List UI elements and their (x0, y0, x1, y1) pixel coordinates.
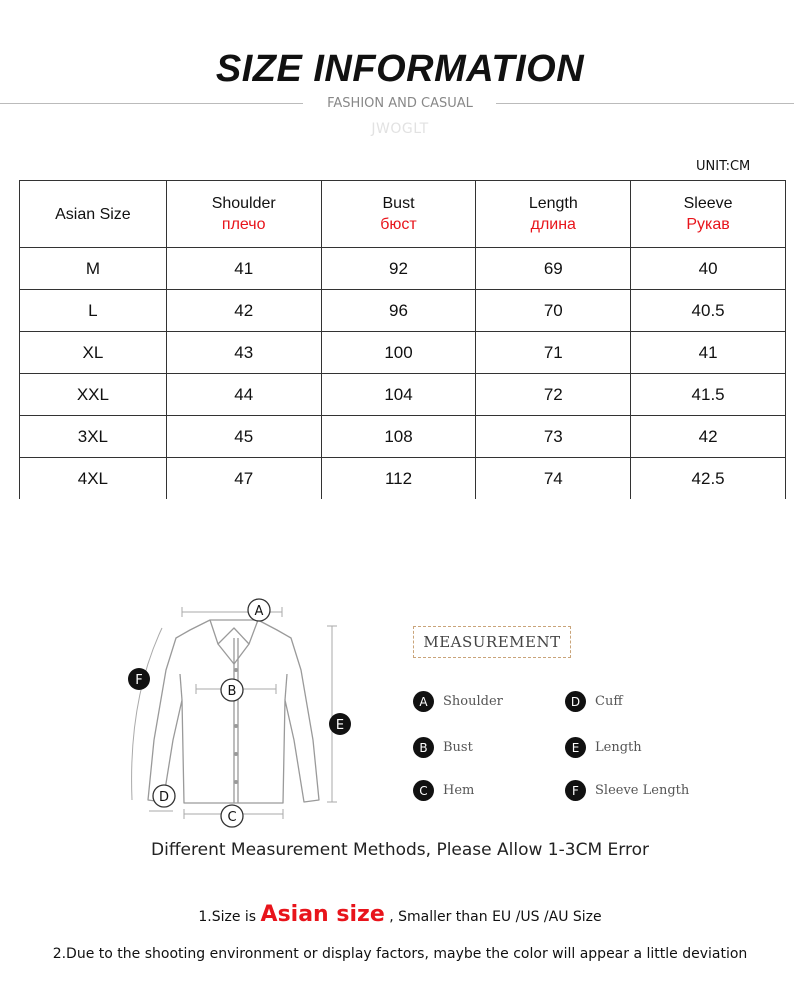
table-row (20, 332, 786, 374)
cell-size: 3XL (20, 416, 167, 458)
cell-shoulder: 44 (166, 374, 321, 416)
header-asian-size: Asian Size (20, 181, 167, 248)
cell-size: L (20, 290, 167, 332)
cell-sleeve: 42.5 (631, 458, 786, 500)
legend-item-sleeve-length (565, 780, 689, 801)
cell-sleeve: 40.5 (631, 290, 786, 332)
table-header-row (20, 181, 786, 248)
cell-length: 71 (476, 332, 631, 374)
cell-size: XL (20, 332, 167, 374)
cell-shoulder: 47 (166, 458, 321, 500)
legend-label: Cuff (595, 694, 623, 709)
table-row (20, 374, 786, 416)
color-deviation-note: 2.Due to the shooting environment or display factors, maybe the color will appear a little deviation (52, 946, 748, 962)
page-title: SIZE INFORMATION (215, 48, 585, 90)
badge-b: B (413, 737, 434, 758)
cell-bust: 104 (321, 374, 476, 416)
cell-bust: 100 (321, 332, 476, 374)
diagram-label-f: F (135, 673, 143, 688)
asian-size-highlight: Asian size (260, 902, 385, 927)
cell-size: XXL (20, 374, 167, 416)
cell-sleeve: 41.5 (631, 374, 786, 416)
cell-size: M (20, 248, 167, 290)
cell-shoulder: 45 (166, 416, 321, 458)
table-row (20, 248, 786, 290)
table-row (20, 458, 786, 500)
brand-watermark: JWOGLT (371, 121, 429, 137)
cell-length: 69 (476, 248, 631, 290)
legend-label: Length (595, 740, 642, 755)
cell-sleeve: 41 (631, 332, 786, 374)
unit-label: UNIT:CM (696, 159, 751, 174)
cell-length: 70 (476, 290, 631, 332)
subtitle: FASHION AND CASUAL (327, 96, 473, 111)
header-length: Length длина (476, 181, 631, 248)
cell-bust: 108 (321, 416, 476, 458)
legend-label: Bust (443, 740, 473, 755)
legend-item-cuff (565, 691, 623, 712)
badge-a: A (413, 691, 434, 712)
cell-bust: 92 (321, 248, 476, 290)
legend-item-shoulder (413, 691, 503, 712)
size-table (19, 180, 786, 499)
cell-size: 4XL (20, 458, 167, 500)
legend-label: Sleeve Length (595, 783, 690, 798)
table-row (20, 416, 786, 458)
legend-label: Hem (443, 783, 475, 798)
legend-item-bust (413, 737, 473, 758)
diagram-label-c: C (227, 810, 237, 825)
badge-c: C (413, 780, 434, 801)
diagram-label-d: D (158, 790, 170, 805)
cell-sleeve: 42 (631, 416, 786, 458)
cell-length: 73 (476, 416, 631, 458)
cell-shoulder: 41 (166, 248, 321, 290)
cell-length: 72 (476, 374, 631, 416)
diagram-label-e: E (335, 718, 345, 733)
badge-d: D (565, 691, 586, 712)
measurement-title: MEASUREMENT (413, 626, 571, 658)
legend-label: Shoulder (443, 694, 503, 709)
shirt-diagram (118, 590, 368, 830)
note1-suffix: , Smaller than EU /US /AU Size (384, 909, 602, 925)
diagram-label-a: A (254, 604, 264, 619)
cell-sleeve: 40 (631, 248, 786, 290)
header-shoulder: Shoulder плечо (166, 181, 321, 248)
header-sleeve: Sleeve Рукав (631, 181, 786, 248)
cell-shoulder: 43 (166, 332, 321, 374)
badge-e: E (565, 737, 586, 758)
asian-size-note (0, 902, 800, 927)
cell-bust: 96 (321, 290, 476, 332)
cell-shoulder: 42 (166, 290, 321, 332)
legend-item-length (565, 737, 642, 758)
note1-prefix: 1.Size is (198, 909, 261, 925)
measurement-error-note: Different Measurement Methods, Please Allow 1-3CM Error (151, 840, 649, 860)
cell-length: 74 (476, 458, 631, 500)
diagram-label-b: B (227, 684, 237, 699)
cell-bust: 112 (321, 458, 476, 500)
badge-f: F (565, 780, 586, 801)
header-bust: Bust бюст (321, 181, 476, 248)
table-row (20, 290, 786, 332)
legend-item-hem (413, 780, 474, 801)
